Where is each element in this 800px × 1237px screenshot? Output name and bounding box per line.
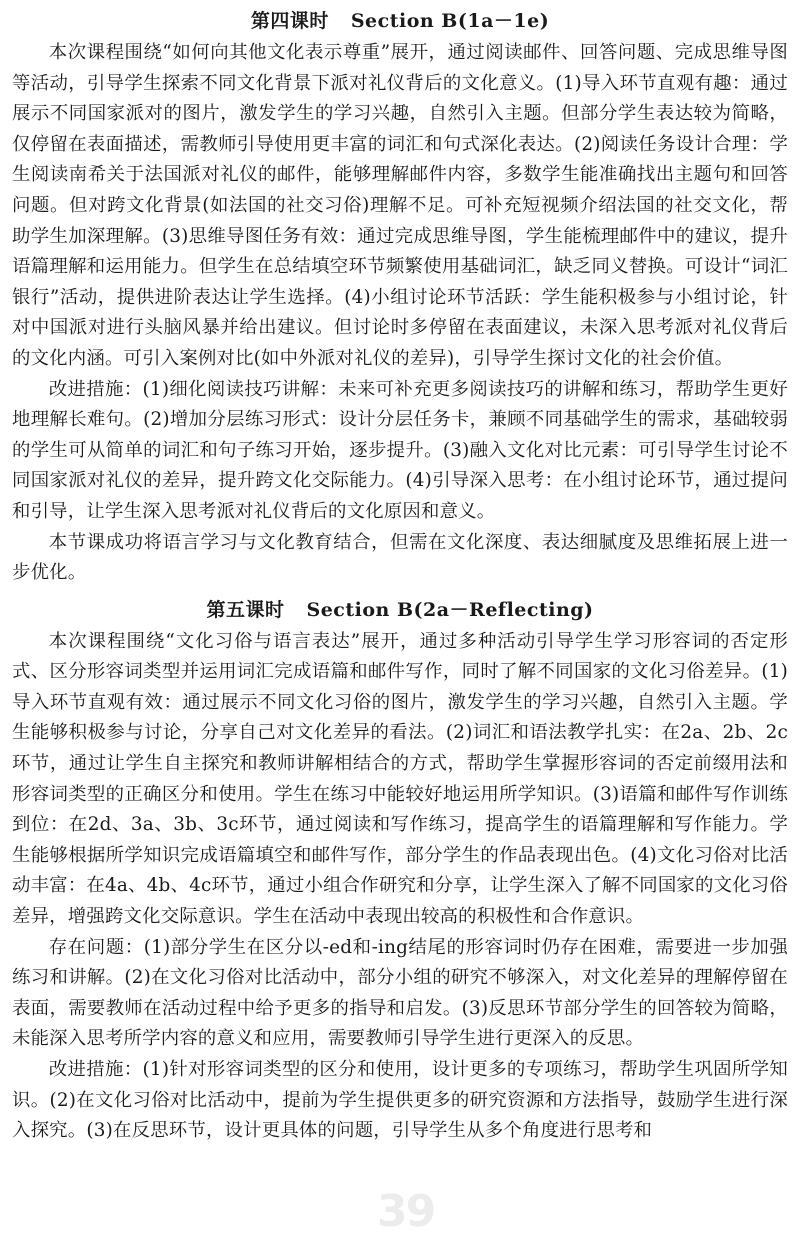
document-page [12,0,788,1147]
page-number-watermark: 39 [377,1186,435,1237]
paragraph: 本次课程围绕“如何向其他文化表示尊重”展开，通过阅读邮件、回答问题、完成思维导图等活动，引导学生探索不同文化背景下派对礼仪背后的文化意义。(1)导入环节直观有趣：通过展示不同国家派对的图片，激发学生的学习兴趣，自然引入主题。但部分学生表达较为简略，仅停留在表面描述，需教师引导使用更丰富的词汇和句式深化表达。(2)阅读任务设计合理：学生阅读南希关于法国派对礼仪的邮件，能够理解邮件内容，多数学生能准确找出主题句和回答问题。但对跨文化背景(如法国的社交习俗)理解不足。可补充短视频介绍法国的社交文化，帮助学生加深理解。(3)思维导图任务有效：通过完成思维导图，学生能梳理邮件中的建议，提升语篇理解和运用能力。但学生在总结填空环节频繁使用基础词汇，缺乏同义替换。可设计“词汇银行”活动，提供进阶表达让学生选择。(4)小组讨论环节活跃：学生能积极参与小组讨论，针对中国派对进行头脑风暴并给出建议。但讨论时多停留在表面建议，未深入思考派对礼仪背后的文化内涵。可引入案例对比(如中外派对礼仪的差异)，引导学生探讨文化的社会价值。 [12,42,788,369]
paragraph: 本次课程围绕“文化习俗与语言表达”展开，通过多种活动引导学生学习形容词的否定形式、区分形容词类型并运用词汇完成语篇和邮件写作，同时了解不同国家的文化习俗差异。(1)导入环节直观有效：通过展示不同文化习俗的图片，激发学生的学习兴趣，自然引入主题。学生能够积极参与讨论，分享自己对文化差异的看法。(2)词汇和语法教学扎实：在2a、2b、2c环节，通过让学生自主探究和教师讲解相结合的方式，帮助学生掌握形容词的否定前缀用法和形容词类型的正确区分和使用。学生在练习中能较好地运用所学知识。(3)语篇和邮件写作训练到位：在2d、3a、3b、3c环节，通过阅读和写作练习，提高学生的语篇理解和写作能力。学生能够根据所学知识完成语篇填空和邮件写作，部分学生的作品表现出色。(4)文化习俗对比活动丰富：在4a、4b、4c环节，通过小组合作研究和分享，让学生深入了解不同国家的文化习俗差异，增强跨文化交际意识。学生在活动中表现出较高的积极性和合作意识。 [12,630,788,928]
paragraph: 改进措施：(1)细化阅读技巧讲解：未来可补充更多阅读技巧的讲解和练习，帮助学生更好地理解长难句。(2)增加分层练习形式：设计分层任务卡，兼顾不同基础学生的需求，基础较弱的学生可从简单的词汇和句子练习开始，逐步提升。(3)融入文化对比元素：可引导学生讨论不同国家派对礼仪的差异，提升跨文化交际能力。(4)引导深入思考：在小组讨论环节，通过提问和引导，让学生深入思考派对礼仪背后的文化原因和意义。 [12,378,788,522]
lesson-label: 第五课时 [206,598,285,621]
paragraph: 改进措施：(1)针对形容词类型的区分和使用，设计更多的专项练习，帮助学生巩固所学知识。(2)在文化习俗对比活动中，提前为学生提供更多的研究资源和方法指导，鼓励学生进行深入探究。(3)在反思环节，设计更具体的问题，引导学生从多个角度进行思考和 [12,1059,788,1142]
section-heading-lesson-5 [12,597,788,623]
lesson-label: 第四课时 [250,10,329,32]
section-heading-lesson-4 [12,8,788,34]
paragraph: 存在问题：(1)部分学生在区分以-ed和-ing结尾的形容词时仍存在困难，需要进一步加强练习和讲解。(2)在文化习俗对比活动中，部分小组的研究不够深入，对文化差异的理解停留在表面，需要教师在活动过程中给予更多的指导和启发。(3)反思环节部分学生的回答较为简略，未能深入思考所学内容的意义和应用，需要教师引导学生进行更深入的反思。 [12,936,788,1050]
section-label: Section B(2a－Reflecting) [306,598,594,621]
paragraph: 本节课成功将语言学习与文化教育结合，但需在文化深度、表达细腻度及思维拓展上进一步优化。 [12,531,788,584]
section-label: Section B(1a－1e) [350,10,550,32]
